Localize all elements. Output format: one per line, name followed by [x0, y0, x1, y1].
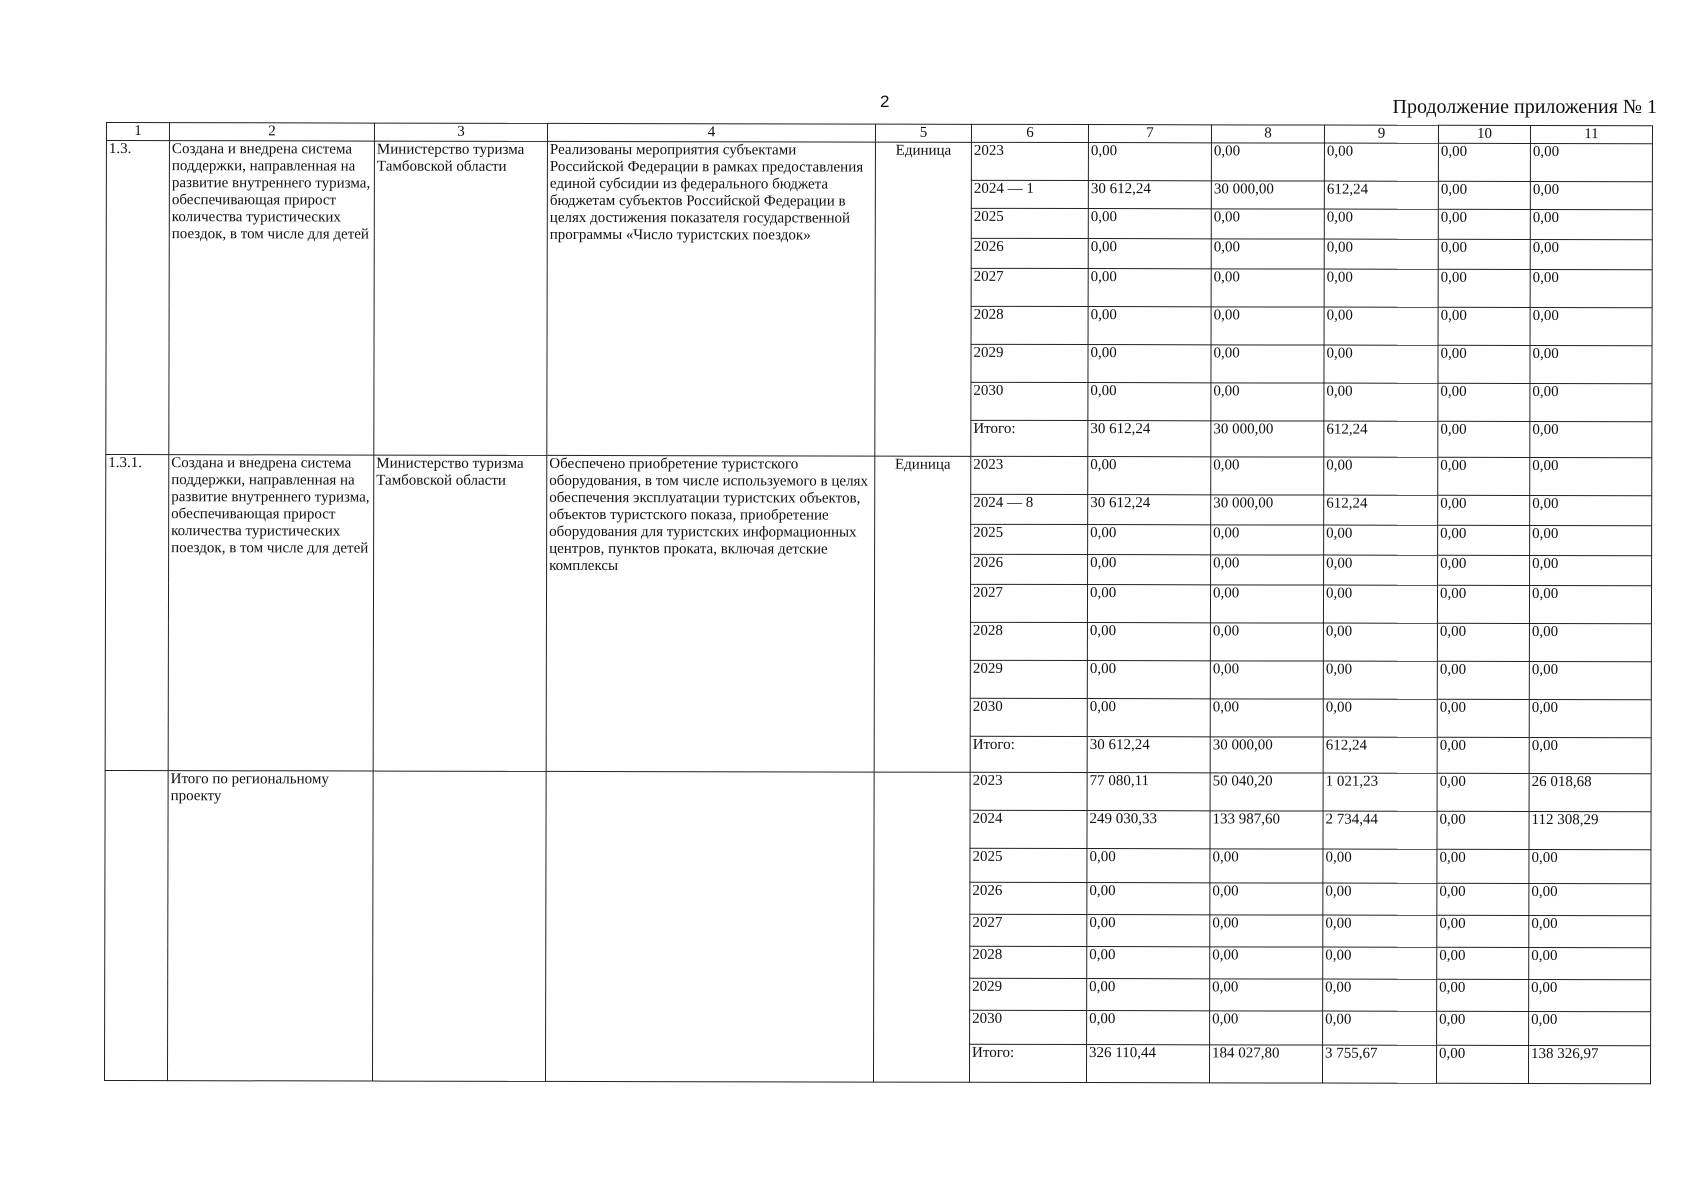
- year-cell: 2026: [971, 238, 1088, 268]
- amount-federal-cell: 30 000,00: [1211, 421, 1324, 457]
- page-number: 2: [880, 92, 890, 111]
- amount-total-cell: 0,00: [1088, 383, 1211, 421]
- column-header: 1: [106, 123, 169, 141]
- amount-federal-cell: 0,00: [1210, 661, 1323, 699]
- amount-total-cell: 30 612,24: [1088, 181, 1211, 209]
- amount-federal-cell: 0,00: [1211, 269, 1324, 307]
- amount-regional-cell: 0,00: [1323, 915, 1437, 947]
- amount-federal-cell: 0,00: [1210, 849, 1323, 883]
- year-cell: 2030: [970, 1010, 1087, 1044]
- amount-other-cell: 0,00: [1530, 525, 1652, 555]
- amount-municipal-cell: 0,00: [1438, 143, 1530, 181]
- amount-federal-cell: 0,00: [1211, 209, 1324, 239]
- amount-federal-cell: 0,00: [1211, 345, 1324, 383]
- amount-other-cell: 0,00: [1529, 1011, 1651, 1045]
- amount-federal-cell: 0,00: [1210, 883, 1323, 915]
- item-name-cell: Создана и внедрена система поддержки, направленная на развитие внутреннего туризма, обеспечивающая прирост количества туристических поездок, в том числе для детей: [169, 141, 375, 455]
- amount-federal-cell: 0,00: [1211, 555, 1324, 585]
- amount-other-cell: 0,00: [1529, 661, 1651, 699]
- year-cell: 2028: [970, 622, 1087, 660]
- column-header: 2: [169, 123, 374, 141]
- year-cell: 2023: [970, 772, 1087, 810]
- column-header: 5: [875, 124, 971, 142]
- result-cell: Обеспечено приобретение туристского оборудования, в том числе используемого в целях обеспечения эксплуатации туристских объектов, объектов туристского показа, приобретение оборудования для туристских информационных центров, пунктов проката, включая детские комплексы: [546, 455, 875, 772]
- amount-other-cell: 0,00: [1530, 181, 1652, 209]
- year-cell: 2029: [970, 660, 1087, 698]
- amount-regional-cell: 0,00: [1324, 345, 1438, 383]
- amount-other-cell: 0,00: [1530, 307, 1652, 345]
- year-cell: 2030: [971, 382, 1088, 420]
- executor-cell: Министерство туризма Тамбовской области: [373, 455, 547, 771]
- amount-total-cell: 249 030,33: [1087, 811, 1210, 849]
- amount-total-cell: 0,00: [1088, 345, 1211, 383]
- item-number-cell: 1.3.: [106, 141, 170, 455]
- amount-other-cell: 26 018,68: [1529, 773, 1651, 811]
- amount-municipal-cell: 0,00: [1438, 525, 1530, 555]
- amount-other-cell: 112 308,29: [1529, 811, 1651, 849]
- amount-municipal-cell: 0,00: [1438, 181, 1530, 209]
- amount-total-cell: 0,00: [1087, 623, 1210, 661]
- amount-total-cell: 0,00: [1088, 525, 1211, 555]
- amount-federal-cell: 0,00: [1211, 525, 1324, 555]
- amount-regional-cell: 1 021,23: [1323, 773, 1437, 811]
- amount-total-cell: 0,00: [1088, 307, 1211, 345]
- amount-municipal-cell: 0,00: [1438, 421, 1530, 457]
- year-cell: 2024 — 8: [971, 494, 1088, 524]
- amount-municipal-cell: 0,00: [1437, 737, 1529, 773]
- year-cell: 2025: [970, 848, 1087, 882]
- amount-municipal-cell: 0,00: [1437, 1011, 1529, 1045]
- amount-other-cell: 0,00: [1530, 495, 1652, 525]
- amount-total-cell: 0,00: [1087, 1011, 1210, 1045]
- amount-total-cell: 326 110,44: [1086, 1045, 1209, 1083]
- amount-other-cell: 0,00: [1529, 737, 1651, 773]
- amount-regional-cell: 0,00: [1323, 1011, 1437, 1045]
- amount-total-cell: 0,00: [1088, 143, 1211, 181]
- amount-municipal-cell: 0,00: [1438, 457, 1530, 495]
- amount-other-cell: 0,00: [1530, 345, 1652, 383]
- amount-municipal-cell: 0,00: [1438, 555, 1530, 585]
- amount-regional-cell: 0,00: [1323, 699, 1437, 737]
- amount-federal-cell: 0,00: [1211, 307, 1324, 345]
- amount-regional-cell: 0,00: [1324, 239, 1438, 269]
- amount-municipal-cell: 0,00: [1438, 383, 1530, 421]
- amount-other-cell: 0,00: [1530, 421, 1652, 457]
- item-number-cell: 1.3.1.: [105, 455, 169, 771]
- year-cell: 2023: [971, 142, 1088, 180]
- year-cell: 2028: [970, 946, 1087, 978]
- item-name-cell: Итого по региональному проекту: [167, 771, 373, 1081]
- year-cell: 2026: [971, 554, 1088, 584]
- amount-municipal-cell: 0,00: [1437, 883, 1529, 915]
- amount-regional-cell: 612,24: [1324, 495, 1438, 525]
- amount-municipal-cell: 0,00: [1437, 979, 1529, 1011]
- year-cell: Итого:: [970, 736, 1087, 772]
- amount-municipal-cell: 0,00: [1437, 811, 1529, 849]
- year-cell: 2029: [970, 978, 1087, 1010]
- amount-federal-cell: 0,00: [1210, 1011, 1323, 1045]
- amount-municipal-cell: 0,00: [1437, 699, 1529, 737]
- column-header: 3: [374, 123, 547, 141]
- amount-federal-cell: 0,00: [1210, 915, 1323, 947]
- amount-regional-cell: 0,00: [1323, 661, 1437, 699]
- amount-total-cell: 0,00: [1088, 239, 1211, 269]
- amount-regional-cell: 0,00: [1324, 555, 1438, 585]
- column-header: 7: [1088, 125, 1211, 143]
- amount-total-cell: 77 080,11: [1087, 773, 1210, 811]
- amount-regional-cell: 0,00: [1324, 269, 1438, 307]
- amount-other-cell: 0,00: [1530, 143, 1652, 181]
- year-cell: 2027: [970, 584, 1087, 622]
- amount-municipal-cell: 0,00: [1437, 947, 1529, 979]
- amount-regional-cell: 0,00: [1323, 883, 1437, 915]
- year-cell: 2027: [971, 268, 1088, 306]
- year-cell: Итого:: [971, 420, 1088, 456]
- amount-federal-cell: 0,00: [1211, 239, 1324, 269]
- amount-federal-cell: 0,00: [1210, 623, 1323, 661]
- executor-cell: Министерство туризма Тамбовской области: [374, 141, 548, 455]
- year-cell: 2025: [971, 208, 1088, 238]
- amount-municipal-cell: 0,00: [1437, 661, 1529, 699]
- unit-cell: Единица: [874, 456, 971, 772]
- amount-municipal-cell: 0,00: [1438, 345, 1530, 383]
- amount-regional-cell: 0,00: [1323, 623, 1437, 661]
- amount-total-cell: 0,00: [1087, 699, 1210, 737]
- year-cell: 2027: [970, 914, 1087, 946]
- amount-regional-cell: 0,00: [1324, 209, 1438, 239]
- amount-regional-cell: 0,00: [1323, 979, 1437, 1011]
- amount-total-cell: 30 612,24: [1088, 495, 1211, 525]
- amount-total-cell: 0,00: [1087, 883, 1210, 915]
- year-cell: Итого:: [969, 1044, 1086, 1082]
- amount-regional-cell: 0,00: [1324, 307, 1438, 345]
- amount-total-cell: 0,00: [1088, 209, 1211, 239]
- table-row: [106, 141, 1652, 182]
- amount-municipal-cell: 0,00: [1438, 269, 1530, 307]
- amount-federal-cell: 30 000,00: [1211, 181, 1324, 209]
- amount-other-cell: 0,00: [1530, 209, 1652, 239]
- amount-municipal-cell: 0,00: [1438, 495, 1530, 525]
- year-cell: 2029: [971, 344, 1088, 382]
- amount-federal-cell: 30 000,00: [1210, 737, 1323, 773]
- year-cell: 2024: [970, 810, 1087, 848]
- amount-other-cell: 0,00: [1530, 457, 1652, 495]
- year-cell: 2026: [970, 882, 1087, 914]
- amount-federal-cell: 0,00: [1210, 699, 1323, 737]
- amount-total-cell: 0,00: [1088, 269, 1211, 307]
- amount-regional-cell: 0,00: [1324, 143, 1438, 181]
- year-cell: 2025: [971, 524, 1088, 554]
- amount-regional-cell: 0,00: [1323, 947, 1437, 979]
- column-header: 9: [1324, 125, 1438, 143]
- column-header: 11: [1530, 125, 1652, 143]
- column-header: 8: [1211, 125, 1324, 143]
- result-cell: [545, 771, 874, 1082]
- unit-cell: [873, 772, 970, 1082]
- amount-regional-cell: 612,24: [1324, 421, 1438, 457]
- amount-municipal-cell: 0,00: [1437, 773, 1529, 811]
- column-header: 4: [547, 123, 875, 142]
- appendix-label: Продолжение приложения № 1: [1392, 96, 1657, 118]
- amount-regional-cell: 0,00: [1323, 585, 1437, 623]
- amount-total-cell: 0,00: [1088, 555, 1211, 585]
- amount-federal-cell: 30 000,00: [1211, 495, 1324, 525]
- amount-federal-cell: 133 987,60: [1210, 811, 1323, 849]
- year-cell: 2023: [971, 456, 1088, 494]
- table-row: [106, 455, 1652, 496]
- amount-total-cell: 30 612,24: [1088, 421, 1211, 457]
- amount-total-cell: 0,00: [1087, 585, 1210, 623]
- amount-other-cell: 0,00: [1529, 915, 1651, 947]
- amount-federal-cell: 184 027,80: [1209, 1045, 1322, 1083]
- amount-other-cell: 0,00: [1529, 623, 1651, 661]
- amount-municipal-cell: 0,00: [1437, 849, 1529, 883]
- amount-municipal-cell: 0,00: [1437, 915, 1529, 947]
- amount-municipal-cell: 0,00: [1437, 585, 1529, 623]
- column-header: 6: [971, 124, 1088, 142]
- amount-municipal-cell: 0,00: [1438, 307, 1530, 345]
- amount-federal-cell: 0,00: [1210, 947, 1323, 979]
- amount-other-cell: 0,00: [1529, 883, 1651, 915]
- amount-municipal-cell: 0,00: [1438, 239, 1530, 269]
- amount-regional-cell: 0,00: [1324, 457, 1438, 495]
- amount-total-cell: 0,00: [1087, 661, 1210, 699]
- year-cell: 2028: [971, 306, 1088, 344]
- amount-regional-cell: 0,00: [1324, 383, 1438, 421]
- amount-total-cell: 0,00: [1088, 457, 1211, 495]
- amount-other-cell: 0,00: [1529, 947, 1651, 979]
- amount-federal-cell: 50 040,20: [1210, 773, 1323, 811]
- amount-municipal-cell: 0,00: [1438, 209, 1530, 239]
- executor-cell: [372, 771, 546, 1081]
- amount-total-cell: 0,00: [1087, 915, 1210, 947]
- result-cell: Реализованы мероприятия субъектами Российской Федерации в рамках предоставления единой субсидии из федерального бюджета бюджетам субъектов Российской Федерации в целях достижения показателя государственной программы «Число туристских поездок»: [547, 141, 876, 456]
- amount-municipal-cell: 0,00: [1436, 1045, 1528, 1083]
- year-cell: 2024 — 1: [971, 180, 1088, 208]
- column-header: 10: [1438, 125, 1530, 143]
- amount-other-cell: 0,00: [1530, 239, 1652, 269]
- table-row: [105, 770, 1651, 811]
- amount-total-cell: 0,00: [1087, 947, 1210, 979]
- amount-total-cell: 0,00: [1087, 979, 1210, 1011]
- amount-other-cell: 0,00: [1529, 585, 1651, 623]
- amount-other-cell: 0,00: [1530, 269, 1652, 307]
- unit-cell: Единица: [875, 142, 972, 456]
- amount-total-cell: 30 612,24: [1087, 737, 1210, 773]
- amount-federal-cell: 0,00: [1210, 585, 1323, 623]
- amount-total-cell: 0,00: [1087, 849, 1210, 883]
- amount-regional-cell: 612,24: [1323, 737, 1437, 773]
- amount-regional-cell: 2 734,44: [1323, 811, 1437, 849]
- amount-federal-cell: 0,00: [1211, 457, 1324, 495]
- amount-federal-cell: 0,00: [1210, 979, 1323, 1011]
- amount-regional-cell: 3 755,67: [1322, 1045, 1436, 1083]
- amount-other-cell: 0,00: [1529, 849, 1651, 883]
- item-name-cell: Создана и внедрена система поддержки, направленная на развитие внутреннего туризма, обеспечивающая прирост количества туристических поездок, в том числе для детей: [168, 455, 374, 771]
- funding-table: [104, 122, 1653, 1084]
- amount-regional-cell: 0,00: [1323, 849, 1437, 883]
- amount-other-cell: 0,00: [1529, 699, 1651, 737]
- year-cell: 2030: [970, 698, 1087, 736]
- amount-federal-cell: 0,00: [1211, 143, 1324, 181]
- amount-other-cell: 0,00: [1529, 979, 1651, 1011]
- amount-other-cell: 138 326,97: [1528, 1045, 1650, 1083]
- amount-regional-cell: 0,00: [1324, 525, 1438, 555]
- amount-regional-cell: 612,24: [1324, 181, 1438, 209]
- table-body: [104, 141, 1652, 1084]
- amount-other-cell: 0,00: [1530, 555, 1652, 585]
- amount-federal-cell: 0,00: [1211, 383, 1324, 421]
- amount-other-cell: 0,00: [1530, 383, 1652, 421]
- item-number-cell: [104, 770, 168, 1080]
- amount-municipal-cell: 0,00: [1437, 623, 1529, 661]
